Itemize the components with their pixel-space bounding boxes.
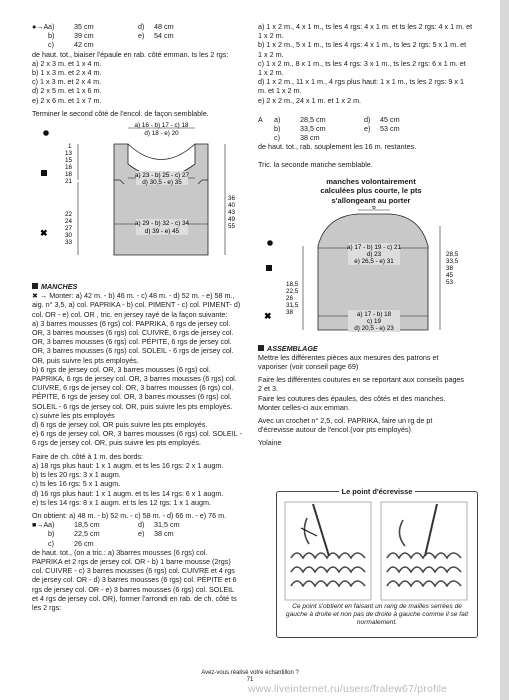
assemblage-text	[258, 353, 484, 448]
page-footer	[200, 670, 300, 684]
top-label-2: d) 18 - e) 20	[144, 130, 179, 138]
size-value: 38 cm	[300, 133, 320, 143]
text-line: les 2 rgs:	[32, 602, 62, 612]
text-line: e) 6 rgs de jersey col. OR, 3 barres mousses (6 rgs) col. SOLEIL -	[32, 429, 242, 439]
text-line: Monter celles-ci aux emman.	[258, 402, 350, 412]
text-line: 6 rgs de jersey col. OR, puis suivre les pts employés.	[32, 438, 201, 448]
square-marker-icon	[266, 265, 272, 271]
size-value: 48 cm	[154, 22, 174, 31]
left-value: 1	[68, 143, 72, 151]
section-title-assemblage: ASSEMBLAGE	[258, 344, 484, 353]
left-value: 22	[65, 211, 73, 219]
text-line: 2 et 3.	[258, 384, 278, 394]
sleeve-top-label: 6	[372, 205, 376, 211]
paragraph: Tric. la seconde manche semblable.	[258, 159, 373, 169]
text-line: PAPRIKA et 2 rgs de jersey col. OR - b) 1 barre mousse (2rgs)	[32, 556, 231, 566]
size-marker: ■→A	[32, 520, 49, 530]
size-value: 39 cm	[74, 31, 94, 41]
sleeve-right-value: 45	[446, 271, 454, 279]
size-value: 26 cm	[74, 538, 94, 548]
right-value: 40	[228, 202, 236, 210]
text-line: vaporiser (voir conseil page 69)	[258, 362, 359, 372]
size-value: 54 cm	[154, 31, 174, 41]
text-line: col. OR - e) col. OR , tric. en jersey rayé de la façon suivante:	[32, 309, 228, 319]
stitch-box-title	[277, 487, 477, 496]
text-line: c) suivre les pts employés	[32, 410, 115, 420]
size-value: 18,5 cm	[74, 520, 100, 530]
bottom-label-1: a) 29 - b) 32 - c) 34	[135, 220, 189, 228]
size-value: 33,5 cm	[300, 124, 326, 134]
mid-label-2: d) 30,5 - e) 35	[142, 179, 182, 187]
size-key: c)	[48, 538, 54, 548]
size-key: a)	[48, 22, 55, 31]
text-line: 1 x 2 m.	[258, 49, 284, 59]
size-key: e)	[138, 529, 145, 539]
list-item: d) 2 x 5 m. et 1 x 6 m.	[32, 86, 102, 96]
text-line: c) 1 x 2 m., 8 x 1 m., ts les 4 rgs: 3 x 1 m., ts les 2 rgs: 6 x 1 m. et	[258, 58, 466, 68]
cross-marker-icon: ✖	[264, 310, 272, 321]
sleeve-note	[258, 177, 484, 206]
body-pattern-diagram	[32, 120, 254, 278]
text-line: d) 6 rgs de jersey col. OR puis suivre les pts employés.	[32, 420, 208, 430]
text-line: a) 3 barres mousses (6 rgs) col. PAPRIKA, 6 rgs de jersey col.	[32, 318, 231, 328]
text-line: SOLEIL - 6 rgs de jersey col. OR, puis suivre les pts employés.	[32, 401, 233, 411]
paragraph: de haut. tot., rab. souplement les 16 m. restantes.	[258, 142, 417, 152]
list-item: c) 1 x 3 m. et 2 x 4 m.	[32, 77, 102, 87]
size-value: 38 cm	[154, 529, 174, 539]
size-key: e)	[364, 124, 371, 134]
text-line: Faire les coutures des épaules, des côtés et des manches.	[258, 393, 446, 403]
text-line: de jersey col. OR - d) 3 barres mousses (6 rgs) col. PÉPITE et 6	[32, 575, 237, 585]
text-line: d'écrevisse autour de l'encol.(voir pts employés)	[258, 425, 411, 435]
left-value: 16	[65, 164, 73, 172]
sleeve-mid-label: e) 26,5 - e) 31	[354, 257, 394, 265]
circle-marker-icon	[267, 240, 273, 246]
text-line: PAPRIKA, 6 rgs de jersey col. OR, 3 barres mousses (6 rgs) col.	[32, 374, 237, 384]
cross-marker-icon: ✖	[40, 228, 48, 239]
list-item: a) 18 rgs plus haut: 1 x 1 augm. et ts les 16 rgs: 2 x 1 augm.	[32, 460, 224, 470]
text-line: 1 x 2 m.	[258, 68, 284, 78]
text-line: de haut. tot., (on a tric.: a) 3barres mousses (6 rgs) col.	[32, 547, 208, 557]
circle-marker-icon	[43, 130, 49, 136]
left-column	[32, 22, 254, 612]
size-value: 31,5 cm	[154, 520, 180, 530]
text-line: et 4 rgs de jersey col. OR), former l'arrondi en rab. de ch. côté ts	[32, 593, 237, 603]
bottom-label-2: d) 39 - e) 45	[144, 228, 180, 236]
paragraph: Faire de ch. côté à 1 m. des bords:	[32, 451, 144, 461]
page-number: 71	[246, 677, 254, 683]
text-line: col. CUIVRE - c) 3 barres mousses (6 rgs) col. CUIVRE et 4 rgs	[32, 566, 235, 576]
text-line: Mettre les différentes pièces aux mesures des patrons et	[258, 352, 439, 362]
top-label-1: a) 16 - b) 17 - c) 18	[134, 122, 189, 130]
size-value: 53 cm	[380, 124, 400, 134]
sleeve-mid-label: d) 23	[366, 250, 382, 258]
note-line: calculées plus courte, le pts	[320, 186, 422, 196]
manches-text	[32, 291, 254, 447]
sleeve-left-value: 31,5	[286, 301, 299, 309]
text-line: rgs de jersey col. OR - e) 3 barres mousses (6 rgs) col. SOLEIL	[32, 584, 235, 594]
text-line: b) 6 rgs de jersey col. OR, 3 barres mousses (6 rgs) col.	[32, 364, 211, 374]
crochet-stitches-right	[387, 520, 461, 586]
right-value: 49	[228, 216, 236, 224]
size-value: 28,5 cm	[300, 114, 326, 124]
sleeve-left-value: 22,5	[286, 287, 299, 295]
size-key: d)	[138, 22, 145, 31]
text-line: 1 x 2 m.	[258, 31, 284, 41]
text-line: CUIVRE, 6 rgs de jersey col. OR, 3 barres mousses (6 rgs) col.	[32, 383, 234, 393]
sleeve-bottom-label: a) 17 - b) 18	[356, 310, 392, 318]
size-block-2	[32, 520, 254, 548]
text-line: PÉPITE, 6 rgs de jersey col. OR, 3 barres mousses (6 rgs) col.	[32, 392, 232, 402]
size-block-1	[32, 22, 254, 50]
text-line: e) 2 x 2 m., 24 x 1 m. et 1 x 2 m.	[258, 95, 362, 105]
right-column	[258, 22, 484, 448]
text-line: Faire les différentes coutures en se reportant aux conseils pages	[258, 375, 465, 385]
left-value: 27	[65, 225, 73, 233]
size-key: a)	[274, 114, 281, 124]
sleeve-bottom-label: d) 20,5 - e) 23	[354, 324, 394, 332]
size-key: c)	[48, 40, 54, 50]
decrease-text	[258, 22, 484, 105]
sleeve-mid-label: a) 17 - b) 19 - c) 21	[347, 243, 401, 251]
size-key: c)	[274, 133, 280, 143]
text-line: OR, 3 barres mousses (6 rgs) col. PÉPITE, 6 rgs de jersey col.	[32, 337, 232, 347]
left-value: 18	[65, 171, 73, 179]
text-line: aig. n° 3,5, a) col. PAPRIKA - b) col. PIMENT - c) col. PIMENT- d)	[32, 300, 241, 310]
sleeve-left-value: 26	[286, 294, 294, 302]
sleeve-right-value: 53	[446, 278, 454, 286]
sleeve-left-value: 38	[286, 308, 294, 316]
sleeve-pattern-svg	[258, 206, 484, 340]
size-value: 45 cm	[380, 114, 400, 124]
arrow-icon	[301, 528, 317, 536]
size-marker: ●→A	[32, 22, 49, 31]
left-value: 24	[65, 218, 73, 226]
sleeve-bottom-label: c) 19	[367, 317, 381, 325]
left-value: 30	[65, 232, 73, 240]
size-marker: A	[258, 114, 263, 124]
size-block-3	[258, 115, 484, 143]
size-key: b)	[274, 124, 281, 134]
stitch-box-title-text: Le point d'écrevisse	[339, 487, 416, 496]
page-edge	[500, 0, 509, 700]
list-item: e) 2 x 6 m. et 1 x 7 m.	[32, 95, 102, 105]
stitch-box-caption: Ce point s'obtient en faisant un rang de mailles serrées de gauche à droite et non pas de droite à gauche comme il se fait normalement.	[285, 603, 469, 626]
size-key: b)	[48, 31, 55, 41]
note-line: s'allongeant au porter	[331, 196, 411, 206]
list-item: b) 1 x 3 m. et 2 x 4 m.	[32, 68, 102, 78]
left-value: 15	[65, 157, 73, 165]
text-line: b) 1 x 2 m., 5 x 1 m., ts les 4 rgs: 4 x 1 m., ts les 2 rgs: 5 x 1 m. et	[258, 40, 467, 50]
sleeve-right-value: 28,5	[446, 250, 459, 258]
list-item: d) 16 rgs plus haut: 1 x 1 augm. et ts les 14 rgs: 6 x 1 augm.	[32, 488, 224, 498]
watermark-url: www.liveinternet.ru/users/fralew67/profile	[248, 683, 448, 695]
left-value: 33	[65, 239, 73, 247]
footer-text: Avez-vous réalisé votre échantillon ?	[201, 670, 299, 676]
text-line: OR, 3 barres mousses (6 rgs) col. CUIVRE, 6 rgs de jersey col.	[32, 328, 234, 338]
sleeve-right-value: 33,5	[446, 257, 459, 265]
text-line: d) 1 x 2 m., 11 x 1 m., 4 rgs plus haut: 1 x 1 m., ts les 2 rgs: 9 x 1	[258, 77, 464, 87]
stitch-illustration-box	[276, 487, 478, 638]
size-key: e)	[138, 31, 145, 41]
mid-label-1: a) 23 - b) 25 - c) 27	[135, 172, 189, 180]
author-signature: Yolaine	[258, 438, 282, 448]
text-line: OR, puis suivre les pts employés.	[32, 355, 139, 365]
increase-list	[32, 461, 254, 507]
sleeve-right-value: 38	[446, 264, 454, 272]
left-value: 13	[65, 150, 73, 158]
size-key: d)	[138, 520, 145, 530]
section-title-manches: MANCHES	[32, 282, 254, 291]
right-value: 55	[228, 223, 236, 231]
text-line: OR, 3 barres mousses (6 rgs) col. SOLEIL - 6 rgs de jersey col.	[32, 346, 234, 356]
paragraph: On obtient: a) 48 m. - b) 52 m. - c) 58 m. - d) 66 m. - e) 76 m.	[32, 510, 227, 520]
neckline-curve	[128, 144, 195, 160]
size-key: b)	[48, 529, 55, 539]
list-item: b) ts les 20 rgs: 3 x 1 augm.	[32, 470, 121, 480]
list-item: a) 2 x 3 m. et 1 x 4 m.	[32, 58, 102, 68]
crochet-hook-icon	[425, 504, 437, 556]
size-value: 42 cm	[74, 40, 94, 50]
size-value: 22,5 cm	[74, 529, 100, 539]
size-value: 35 cm	[74, 22, 94, 31]
size-list-1	[32, 59, 254, 105]
body-piece-shape	[114, 144, 208, 255]
left-value: 21	[65, 178, 73, 186]
right-value: 36	[228, 195, 236, 203]
text-line: m. et 1 x 2 m.	[258, 86, 302, 96]
list-item: c) ts les 16 rgs: 5 x 1 augm.	[32, 479, 121, 489]
crochet-hook-icon	[313, 504, 329, 556]
size-key: d)	[364, 114, 371, 124]
text-line: a) 1 x 2 m., 4 x 1 m., ts les 4 rgs: 4 x 1 m. et ts les 2 rgs: 4 x 1 m. et	[258, 22, 473, 31]
sleeve-left-value: 18,5	[286, 280, 299, 288]
text-line: Avec un crochet n° 2,5, col. PAPRIKA, faire un rg de pt	[258, 416, 433, 426]
right-value: 43	[228, 209, 236, 217]
paragraph: de haut. tot., biaiser l'épaule en rab. côté emman. ts les 2 rgs:	[32, 49, 229, 59]
crochet-illustration-svg	[277, 498, 477, 604]
sleeve-pattern-diagram	[258, 206, 484, 340]
body-pattern-svg	[32, 120, 254, 278]
final-text	[32, 548, 254, 612]
list-item: e) ts les 14 rgs: 8 x 1 augm. et ts les 12 rgs: 1 x 1 augm.	[32, 497, 211, 507]
paragraph: Terminer le second côté de l'encol. de façon semblable.	[32, 108, 209, 118]
note-line: manches volontairement	[326, 176, 416, 186]
text-line: ✖ → Monter: a) 42 m. - b) 46 m. - c) 48 m. - d) 52 m. - e) 58 m.,	[32, 291, 235, 301]
size-key: a)	[48, 520, 55, 530]
square-marker-icon	[41, 170, 47, 176]
